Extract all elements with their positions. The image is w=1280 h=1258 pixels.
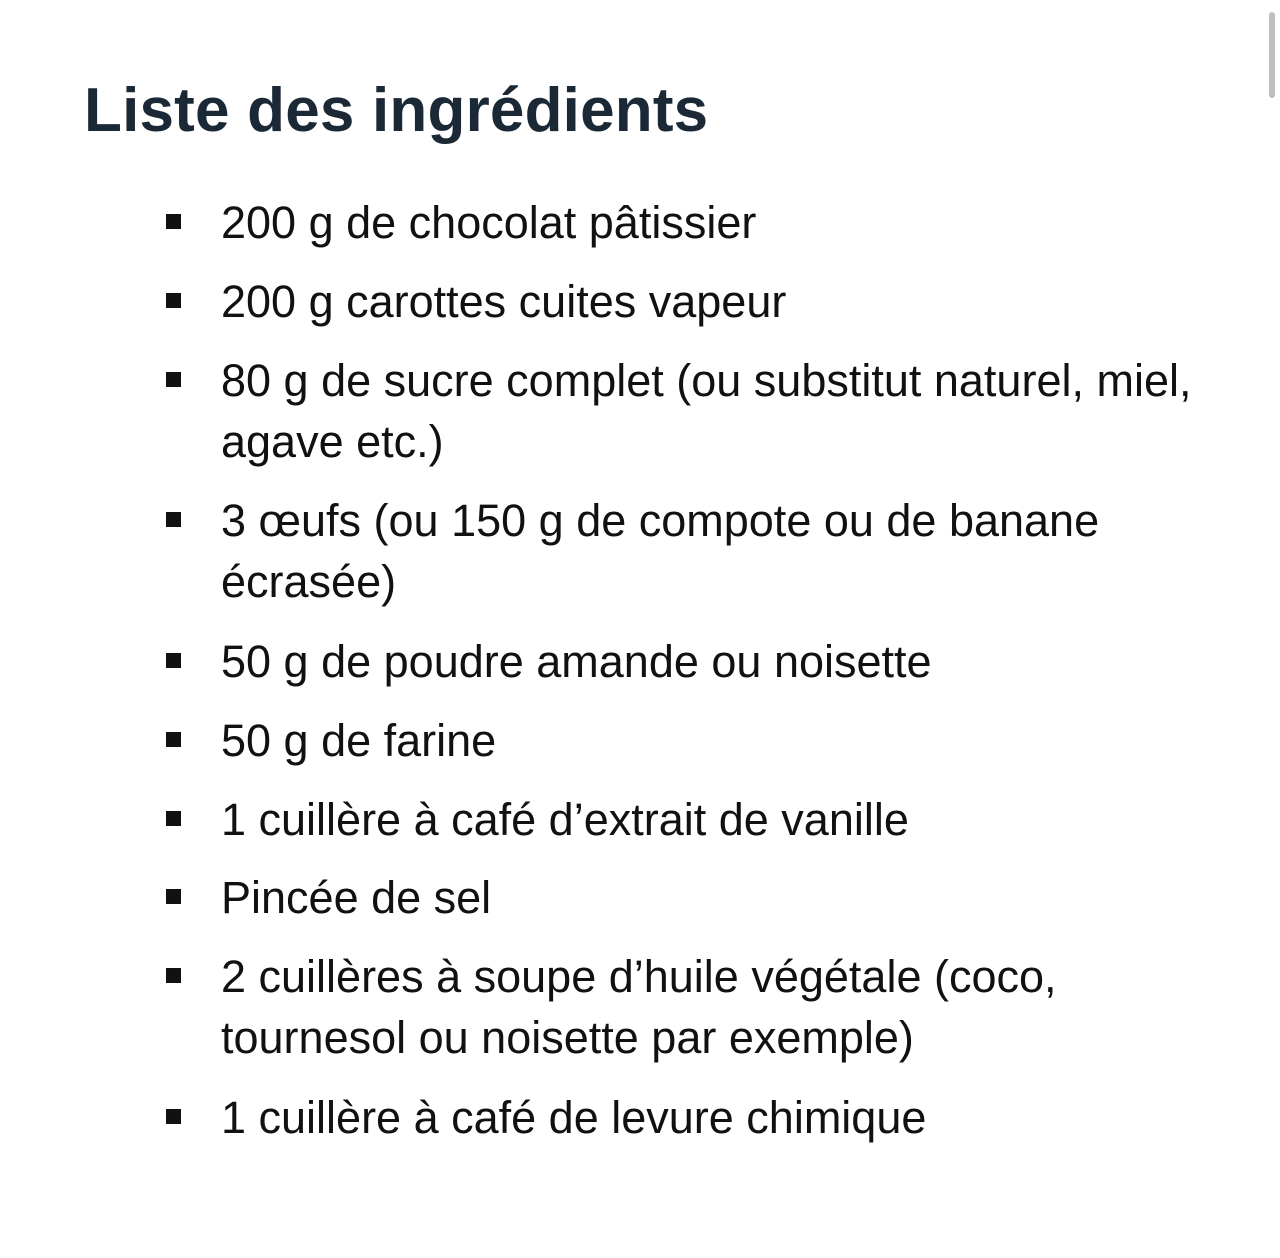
ingredient-label: 2 cuillères à soupe d’huile végétale (coco, tournesol ou noisette par exemple) [221,951,1057,1063]
ingredient-label: 3 œufs (ou 150 g de compote ou de banane écrasée) [221,495,1100,607]
ingredient-label: 1 cuillère à café de levure chimique [221,1092,927,1143]
ingredient-label: 50 g de poudre amande ou noisette [221,636,932,687]
ingredient-label: 200 g de chocolat pâtissier [221,197,757,248]
square-bullet-icon [166,293,181,308]
page-title: Liste des ingrédients [84,76,709,145]
square-bullet-icon [166,732,181,747]
square-bullet-icon [166,372,181,387]
square-bullet-icon [166,512,181,527]
square-bullet-icon [166,811,181,826]
square-bullet-icon [166,1109,181,1124]
square-bullet-icon [166,214,181,229]
ingredient-label: 50 g de farine [221,715,497,766]
square-bullet-icon [166,968,181,983]
ingredient-label: 1 cuillère à café d’extrait de vanille [221,794,909,845]
ingredient-label: 200 g carottes cuites vapeur [221,276,787,327]
square-bullet-icon [166,653,181,668]
ingredient-label: 80 g de sucre complet (ou substitut naturel, miel, agave etc.) [221,355,1192,467]
square-bullet-icon [166,889,181,904]
ingredient-label: Pincée de sel [221,872,492,923]
vertical-scrollbar[interactable] [1264,0,1280,120]
scrollbar-thumb[interactable] [1269,12,1275,98]
